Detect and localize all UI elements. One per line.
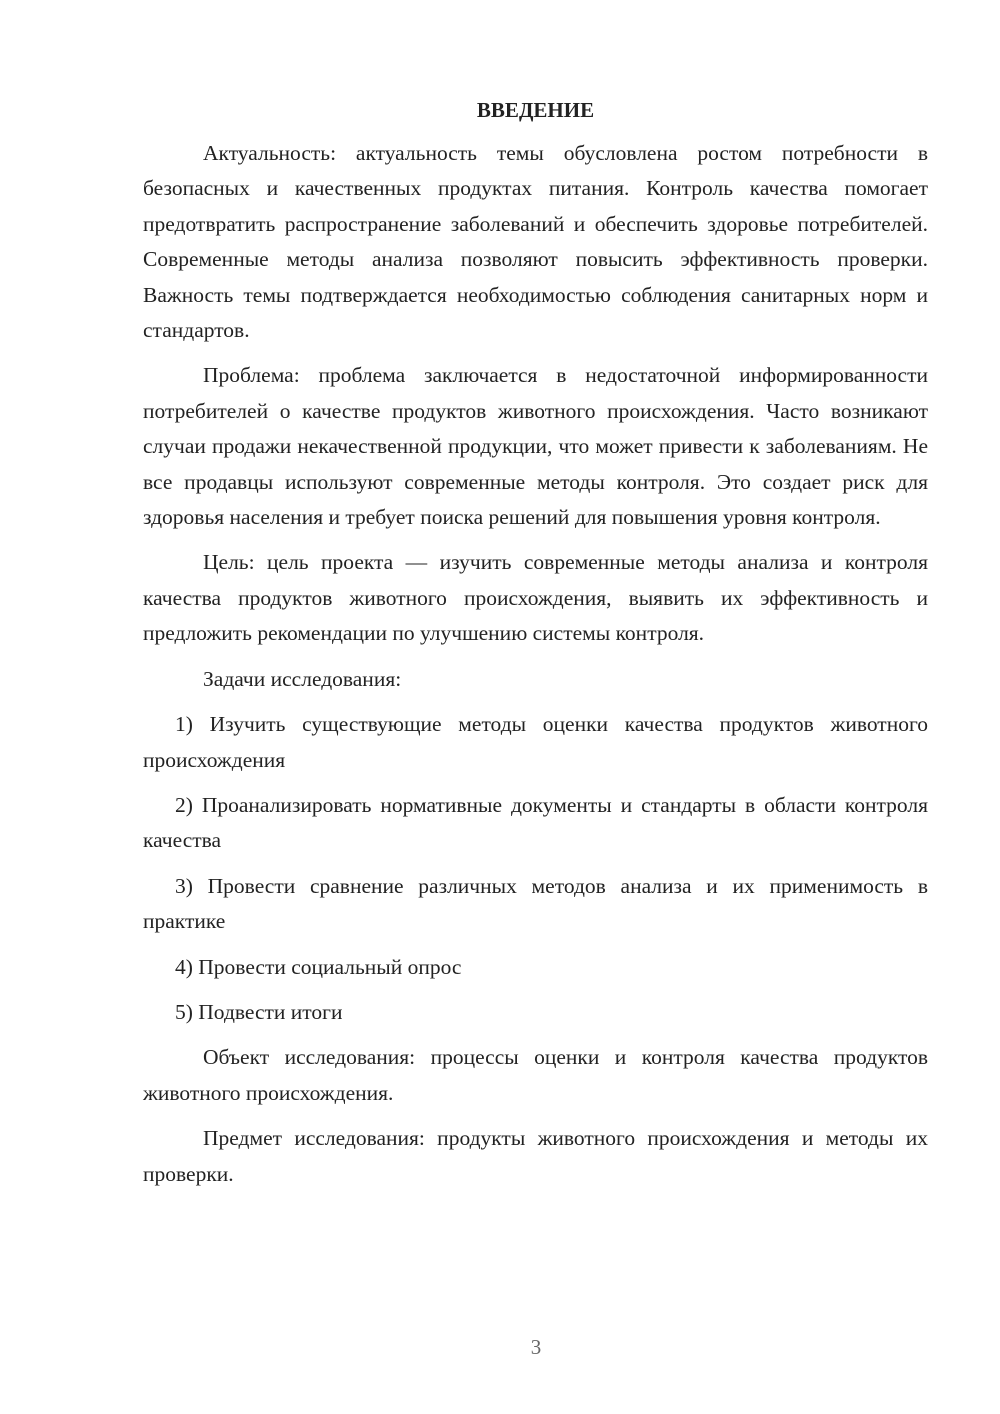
task-item: 5) Подвести итоги — [175, 999, 343, 1024]
object-paragraph: Объект исследования: процессы оценки и контроля качества продуктов животного происхождения. — [143, 1045, 928, 1105]
page-content — [143, 92, 928, 1202]
section-title: ВВЕДЕНИЕ — [476, 98, 595, 122]
subject-paragraph: Предмет исследования: продукты животного происхождения и методы их проверки. — [143, 1126, 928, 1186]
task-item: 4) Провести социальный опрос — [175, 954, 462, 979]
task-item: 1) Изучить существующие методы оценки качества продуктов животного происхождения — [143, 712, 928, 772]
task-item: 3) Провести сравнение различных методов анализа и их применимость в практике — [143, 873, 928, 934]
problem-paragraph: Проблема: проблема заключается в недостаточной информированности потребителей о качестве продуктов животного происхождения. Часто возникают случаи продажи некачественной продукции, что может привести к заболеваниям. Не все продавцы используют современные методы контроля. Это создает риск для здоровья населения и требует поиска решений для повышения уровня контроля. — [143, 363, 928, 530]
task-item: 2) Проанализировать нормативные документы и стандарты в области контроля качества — [143, 792, 928, 853]
goal-paragraph: Цель: цель проекта — изучить современные методы анализа и контроля качества продуктов животного происхождения, выявить их эффективность и предложить рекомендации по улучшению системы контроля. — [143, 550, 928, 646]
relevance-paragraph: Актуальность: актуальность темы обусловлена ростом потребности в безопасных и качественных продуктах питания. Контроль качества помогает предотвратить распространение заболеваний и обеспечить здоровье потребителей. Современные методы анализа позволяют повысить эффективность проверки. Важность темы подтверждается необходимостью соблюдения санитарных норм и стандартов. — [143, 141, 928, 343]
page-number: 3 — [530, 1335, 542, 1359]
tasks-heading: Задачи исследования: — [203, 666, 402, 691]
